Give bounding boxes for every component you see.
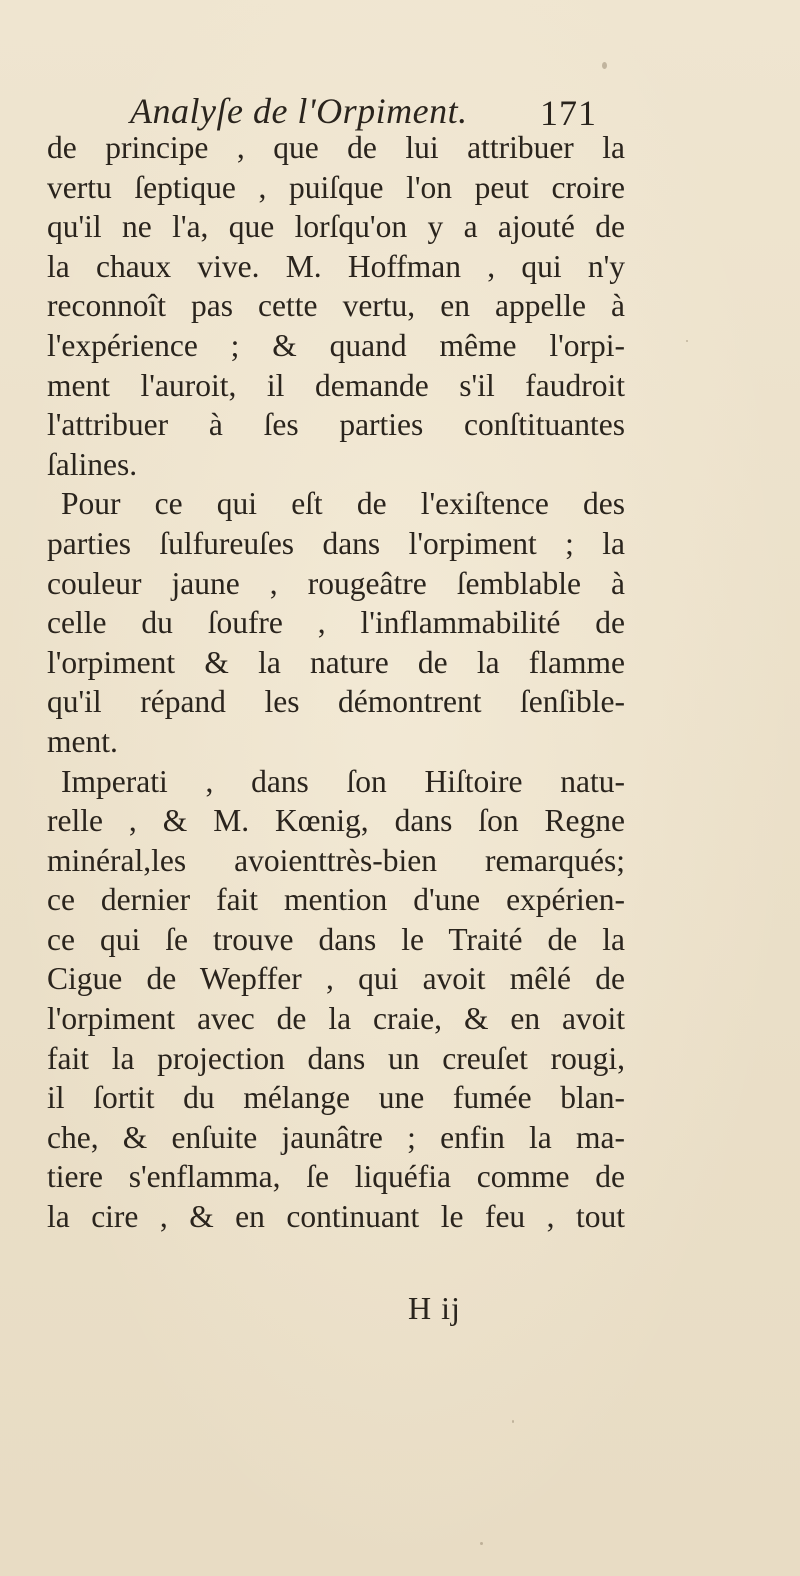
text-line: ce dernier fait mention d'une expérien-: [47, 882, 625, 918]
text-line: Imperati , dans ſon Hiſtoire natu-: [61, 763, 625, 799]
text-line: Pour ce qui eſt de l'exiſtence des: [61, 486, 625, 522]
page-number: 171: [540, 93, 597, 133]
body-text: [47, 128, 625, 1237]
paper-speck: [602, 62, 607, 69]
text-line: l'orpiment & la nature de la flamme: [47, 644, 625, 680]
text-line: ment l'auroit, il demande s'il faudroit: [47, 367, 625, 403]
signature-mark: H ij: [408, 1290, 461, 1326]
text-line: Cigue de Wepffer , qui avoit mêlé de: [47, 961, 625, 997]
text-line: il ſortit du mélange une fumée blan-: [47, 1080, 625, 1116]
text-line: ment.: [47, 723, 118, 759]
text-line: ce qui ſe trouve dans le Traité de la: [47, 921, 625, 957]
text-line: celle du ſoufre , l'inflammabilité de: [47, 605, 625, 641]
running-title: Analyſe de l'Orpiment.: [130, 91, 468, 131]
text-line: qu'il répand les démontrent ſenſible-: [47, 684, 625, 720]
text-line: vertu ſeptique , puiſque l'on peut croire: [47, 169, 625, 205]
paper-speck: [480, 1542, 483, 1545]
text-line: parties ſulfureuſes dans l'orpiment ; la: [47, 525, 625, 561]
text-line: l'orpiment avec de la craie, & en avoit: [47, 1001, 625, 1037]
paper-speck: [686, 340, 688, 342]
text-line: couleur jaune , rougeâtre ſemblable à: [47, 565, 625, 601]
text-line: la cire , & en continuant le feu , tout: [47, 1199, 625, 1235]
text-line: qu'il ne l'a, que lorſqu'on y a ajouté de: [47, 209, 625, 245]
text-line: l'expérience ; & quand même l'orpi-: [47, 327, 625, 363]
text-line: che, & enſuite jaunâtre ; enfin la ma-: [47, 1119, 625, 1155]
text-line: minéral,les avoienttrès-bien remarqués;: [47, 842, 625, 878]
text-line: la chaux vive. M. Hoffman , qui n'y: [47, 248, 625, 284]
text-line: relle , & M. Kœnig, dans ſon Regne: [47, 803, 625, 839]
text-line: tiere s'enflamma, ſe liquéfia comme de: [47, 1159, 625, 1195]
text-line: ſalines.: [47, 446, 138, 482]
text-line: reconnoît pas cette vertu, en appelle à: [47, 288, 625, 324]
text-line: fait la projection dans un creuſet rougi,: [47, 1040, 625, 1076]
text-line: l'attribuer à ſes parties conſtituantes: [47, 407, 625, 443]
text-line: de principe , que de lui attribuer la: [47, 130, 625, 165]
paper-speck: [512, 1420, 514, 1423]
